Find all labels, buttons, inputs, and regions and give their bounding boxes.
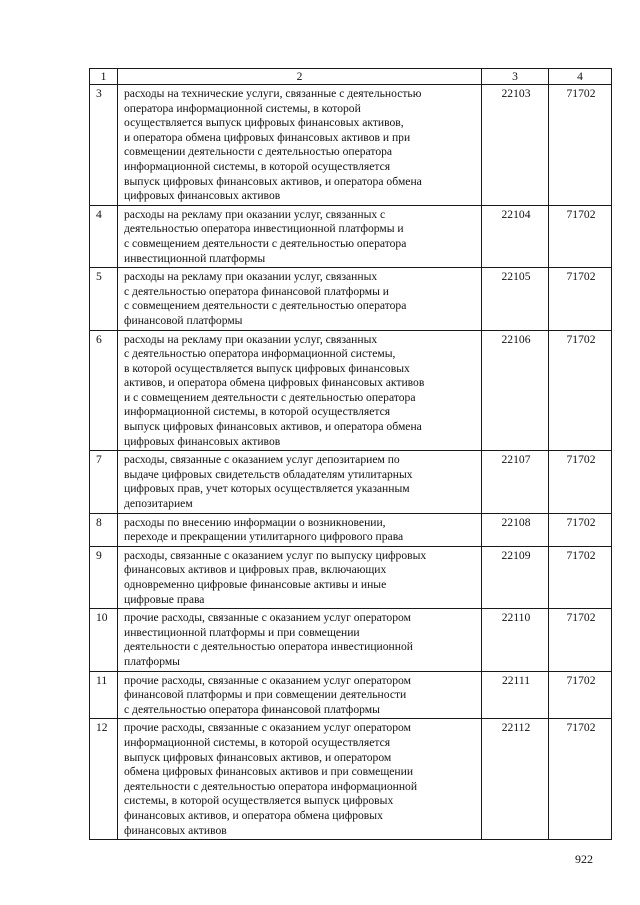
row-number: 8 bbox=[90, 513, 118, 546]
description-line: с деятельностью оператора информационной системы, bbox=[124, 347, 396, 361]
table-row bbox=[90, 609, 612, 671]
description-line: деятельности с деятельностью оператора информационной bbox=[124, 779, 418, 793]
description-line: информационной системы, в которой осуществляется bbox=[124, 735, 391, 749]
description-line: системы, в которой осуществляется выпуск цифровых bbox=[124, 794, 394, 808]
description-line: одновременно цифровые финансовые активы и иные bbox=[124, 578, 387, 591]
row-code-symbol: 22106 bbox=[482, 330, 549, 451]
description-line: расходы по внесению информации о возникновении, bbox=[124, 515, 386, 529]
accounts-table bbox=[89, 68, 612, 840]
row-description bbox=[118, 719, 482, 840]
row-number: 3 bbox=[90, 85, 118, 206]
row-description bbox=[118, 671, 482, 719]
description-line: расходы на технические услуги, связанные с деятельностью bbox=[124, 87, 422, 100]
description-line: цифровых финансовых активов bbox=[124, 189, 281, 203]
row-code-symbol: 22109 bbox=[482, 546, 549, 608]
row-number: 10 bbox=[90, 609, 118, 671]
table-header bbox=[90, 69, 612, 85]
row-description bbox=[118, 205, 482, 267]
row-code-account: 71702 bbox=[549, 671, 612, 719]
header-col-3: 3 bbox=[482, 69, 549, 85]
row-code-symbol: 22104 bbox=[482, 205, 549, 267]
row-number: 6 bbox=[90, 330, 118, 451]
description-line: деятельности с деятельностью оператора инвестиционной bbox=[124, 640, 413, 654]
row-description bbox=[118, 85, 482, 206]
description-line: активов, и оператора обмена цифровых финансовых активов bbox=[124, 376, 425, 390]
row-description bbox=[118, 451, 482, 513]
row-number: 12 bbox=[90, 719, 118, 840]
description-line: финансовых активов, и оператора обмена цифровых bbox=[124, 808, 383, 822]
description-line: информационной системы, в которой осуществляется bbox=[124, 405, 391, 419]
description-line: расходы на рекламу при оказании услуг, связанных bbox=[124, 270, 378, 284]
header-col-4: 4 bbox=[549, 69, 612, 85]
row-number: 5 bbox=[90, 268, 118, 330]
page-number: 922 bbox=[575, 852, 593, 866]
description-line: и оператора обмена цифровых финансовых активов и при bbox=[124, 130, 411, 144]
row-code-account: 71702 bbox=[549, 546, 612, 608]
table-row bbox=[90, 546, 612, 608]
row-number: 7 bbox=[90, 451, 118, 513]
row-code-symbol: 22105 bbox=[482, 268, 549, 330]
row-code-symbol: 22111 bbox=[482, 671, 549, 719]
description-line: совмещении деятельности с деятельностью оператора bbox=[124, 145, 393, 159]
row-code-account: 71702 bbox=[549, 330, 612, 451]
header-col-2: 2 bbox=[118, 69, 482, 85]
row-code-symbol: 22103 bbox=[482, 85, 549, 206]
row-code-account: 71702 bbox=[549, 205, 612, 267]
table-row bbox=[90, 513, 612, 546]
table-body bbox=[90, 85, 612, 840]
description-line: и с совмещением деятельности с деятельностью оператора bbox=[124, 390, 416, 404]
description-line: цифровых финансовых активов bbox=[124, 434, 281, 448]
description-line: прочие расходы, связанные с оказанием услуг оператором bbox=[124, 673, 411, 687]
row-description bbox=[118, 609, 482, 671]
description-line: выпуск цифровых финансовых активов, и оператором bbox=[124, 750, 392, 764]
description-line: выпуск цифровых финансовых активов, и оператора обмена bbox=[124, 174, 422, 188]
row-number: 9 bbox=[90, 546, 118, 608]
description-line: осуществляется выпуск цифровых финансовых активов, bbox=[124, 116, 404, 130]
description-line: прочие расходы, связанные с оказанием услуг оператором bbox=[124, 721, 411, 735]
description-line: с совмещением деятельности с деятельностью оператора bbox=[124, 236, 407, 250]
row-code-account: 71702 bbox=[549, 268, 612, 330]
row-code-symbol: 22108 bbox=[482, 513, 549, 546]
description-line: оператора информационной системы, в которой bbox=[124, 101, 361, 115]
description-line: переходе и прекращении утилитарного цифрового права bbox=[124, 530, 404, 544]
header-row bbox=[90, 69, 612, 85]
description-line: с деятельностью оператора финансовой платформы и bbox=[124, 284, 389, 298]
description-line: расходы, связанные с оказанием услуг по выпуску цифровых bbox=[124, 548, 427, 562]
description-line: с совмещением деятельности с деятельностью оператора bbox=[124, 299, 407, 313]
table-row bbox=[90, 719, 612, 840]
table-row bbox=[90, 671, 612, 719]
description-line: расходы, связанные с оказанием услуг депозитарием по bbox=[124, 453, 400, 467]
row-code-account: 71702 bbox=[549, 719, 612, 840]
description-line: расходы на рекламу при оказании услуг, связанных с bbox=[124, 207, 386, 221]
description-line: обмена цифровых финансовых активов и при совмещении bbox=[124, 765, 414, 779]
table-row bbox=[90, 205, 612, 267]
row-code-account: 71702 bbox=[549, 513, 612, 546]
description-line: финансовых активов и цифровых прав, включающих bbox=[124, 563, 387, 577]
row-description bbox=[118, 268, 482, 330]
description-line: инвестиционной платформы и при совмещении bbox=[124, 625, 360, 639]
table-row bbox=[90, 85, 612, 206]
description-line: выдаче цифровых свидетельств обладателям утилитарных bbox=[124, 467, 413, 481]
description-line: выпуск цифровых финансовых активов, и оператора обмена bbox=[124, 420, 422, 434]
table-row bbox=[90, 268, 612, 330]
row-code-symbol: 22110 bbox=[482, 609, 549, 671]
description-line: финансовой платформы bbox=[124, 313, 243, 327]
header-col-1: 1 bbox=[90, 69, 118, 85]
row-code-symbol: 22112 bbox=[482, 719, 549, 840]
description-line: финансовых активов bbox=[124, 823, 227, 837]
row-code-account: 71702 bbox=[549, 85, 612, 206]
description-line: расходы на рекламу при оказании услуг, связанных bbox=[124, 332, 378, 346]
row-number: 4 bbox=[90, 205, 118, 267]
description-line: с деятельностью оператора финансовой платформы bbox=[124, 702, 380, 716]
row-number: 11 bbox=[90, 671, 118, 719]
row-code-account: 71702 bbox=[549, 451, 612, 513]
row-description bbox=[118, 330, 482, 451]
description-line: цифровые права bbox=[124, 592, 205, 606]
description-line: информационной системы, в которой осуществляется bbox=[124, 159, 391, 173]
row-code-symbol: 22107 bbox=[482, 451, 549, 513]
row-description bbox=[118, 546, 482, 608]
description-line: финансовой платформы и при совмещении деятельности bbox=[124, 688, 407, 702]
description-line: прочие расходы, связанные с оказанием услуг оператором bbox=[124, 611, 411, 625]
description-line: в которой осуществляется выпуск цифровых финансовых bbox=[124, 361, 410, 375]
description-line: инвестиционной платформы bbox=[124, 251, 266, 265]
description-line: платформы bbox=[124, 654, 180, 668]
description-line: деятельностью оператора инвестиционной платформы и bbox=[124, 222, 404, 236]
table-row bbox=[90, 451, 612, 513]
table-row bbox=[90, 330, 612, 451]
description-line: депозитарием bbox=[124, 497, 193, 511]
row-description bbox=[118, 513, 482, 546]
description-line: цифровых прав, учет которых осуществляется указанным bbox=[124, 482, 410, 496]
row-code-account: 71702 bbox=[549, 609, 612, 671]
